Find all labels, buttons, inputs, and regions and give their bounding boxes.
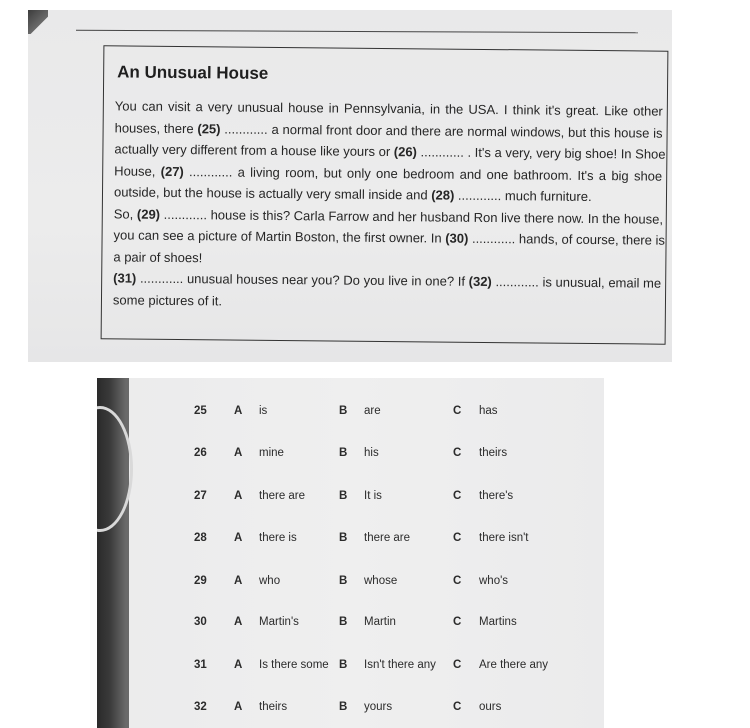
option-row — [97, 659, 604, 683]
option-letter-a: A — [234, 701, 243, 713]
option-letter-a: A — [234, 447, 243, 459]
passage-body — [112, 95, 666, 315]
option-row — [97, 532, 604, 556]
option-b-text: his — [364, 447, 379, 459]
options-photo — [97, 378, 604, 728]
question-number: 30 — [194, 616, 207, 628]
option-letter-c: C — [453, 447, 462, 459]
option-letter-a: A — [234, 405, 243, 417]
option-row — [97, 701, 604, 725]
gap-number: (27) — [160, 163, 184, 179]
passage-box — [101, 45, 669, 344]
option-a-text: Is there some — [259, 659, 329, 671]
passage-text-segment: actually very different from a house like yours or — [114, 141, 394, 160]
option-a-text: who — [259, 575, 281, 587]
passage-text-segment: a pair of shoes! — [113, 248, 203, 265]
passage-text-segment: So, — [113, 205, 138, 222]
passage-title: An Unusual House — [117, 62, 269, 83]
option-c-text: there's — [479, 490, 514, 502]
option-b-text: Martin — [364, 616, 396, 628]
option-letter-b: B — [339, 532, 348, 544]
question-number: 26 — [194, 447, 207, 459]
option-row — [97, 575, 604, 599]
option-letter-b: B — [339, 490, 348, 502]
option-letter-c: C — [453, 405, 462, 417]
passage-photo — [28, 10, 672, 362]
option-row — [97, 490, 604, 514]
passage-text-segment: ............ much furniture. — [454, 187, 592, 204]
option-letter-b: B — [339, 575, 348, 587]
option-c-text: Martins — [479, 616, 517, 628]
gap-number: (25) — [197, 120, 221, 136]
option-a-text: there are — [259, 490, 306, 502]
option-letter-b: B — [339, 447, 348, 459]
passage-text-segment: ............ unusual houses near you? Do you live in one? If — [136, 270, 469, 289]
option-letter-c: C — [453, 575, 462, 587]
option-a-text: Martin's — [259, 616, 299, 628]
option-row — [97, 616, 604, 640]
option-b-text: yours — [364, 701, 393, 713]
passage-text-segment: houses, there — [114, 119, 198, 136]
passage-text-segment: you can see a picture of Martin Boston, the first owner. In — [113, 227, 446, 246]
option-letter-c: C — [453, 616, 462, 628]
top-rule-line — [76, 30, 638, 33]
gap-number: (29) — [136, 206, 161, 222]
passage-text-segment: ............ a normal front door and there are normal windows, but this house is — [220, 120, 663, 141]
option-letter-b: B — [339, 405, 348, 417]
option-b-text: whose — [364, 575, 398, 587]
option-c-text: there isn't — [479, 532, 529, 544]
passage-text-segment: ............ is unusual, email me — [491, 274, 662, 291]
option-letter-b: B — [339, 701, 348, 713]
passage-text-segment: ............ house is this? Carla Farrow and her husband Ron live there now. In the house, — [159, 206, 664, 227]
option-b-text: there are — [364, 532, 411, 544]
option-letter-a: A — [234, 490, 243, 502]
question-number: 28 — [194, 532, 207, 544]
option-letter-a: A — [234, 659, 243, 671]
gap-number: (32) — [468, 273, 492, 290]
option-letter-c: C — [453, 532, 462, 544]
question-number: 25 — [194, 405, 207, 417]
option-letter-b: B — [339, 659, 348, 671]
gap-number: (26) — [393, 144, 418, 160]
gap-number: (31) — [113, 270, 137, 286]
passage-text-segment: some pictures of it. — [112, 291, 223, 308]
question-number: 32 — [194, 701, 207, 713]
passage-text-segment: ............ . It's a very, very big shoe! In Shoe — [416, 144, 666, 162]
photo-shadow-corner — [28, 10, 48, 34]
option-a-text: is — [259, 405, 268, 417]
question-number: 29 — [194, 575, 207, 587]
passage-text-segment: ............ hands, of course, there is — [468, 230, 665, 248]
option-a-text: theirs — [259, 701, 288, 713]
option-c-text: ours — [479, 701, 502, 713]
question-number: 31 — [194, 659, 207, 671]
option-letter-c: C — [453, 701, 462, 713]
option-letter-a: A — [234, 575, 243, 587]
passage-text-segment: ............ a living room, but only one bedroom and one bathroom. It's a big shoe — [183, 163, 663, 184]
passage-text-segment: You can visit a very unusual house in Pennsylvania, in the USA. I think it's great. Like other — [114, 98, 663, 119]
gap-number: (30) — [445, 230, 469, 246]
passage-text-segment: outside, but the house is actually very small inside and — [113, 184, 432, 203]
option-b-text: are — [364, 405, 381, 417]
option-row — [97, 405, 604, 429]
gap-number: (28) — [431, 187, 455, 203]
question-number: 27 — [194, 490, 207, 502]
option-a-text: there is — [259, 532, 297, 544]
option-letter-c: C — [453, 490, 462, 502]
option-c-text: has — [479, 405, 498, 417]
option-row — [97, 447, 604, 471]
option-b-text: Isn't there any — [364, 659, 436, 671]
option-c-text: theirs — [479, 447, 508, 459]
option-letter-b: B — [339, 616, 348, 628]
option-c-text: Are there any — [479, 659, 549, 671]
option-letter-c: C — [453, 659, 462, 671]
option-letter-a: A — [234, 616, 243, 628]
option-a-text: mine — [259, 447, 284, 459]
option-c-text: who's — [479, 575, 509, 587]
option-b-text: It is — [364, 490, 382, 502]
option-letter-a: A — [234, 532, 243, 544]
passage-text-segment: House, — [114, 162, 161, 179]
